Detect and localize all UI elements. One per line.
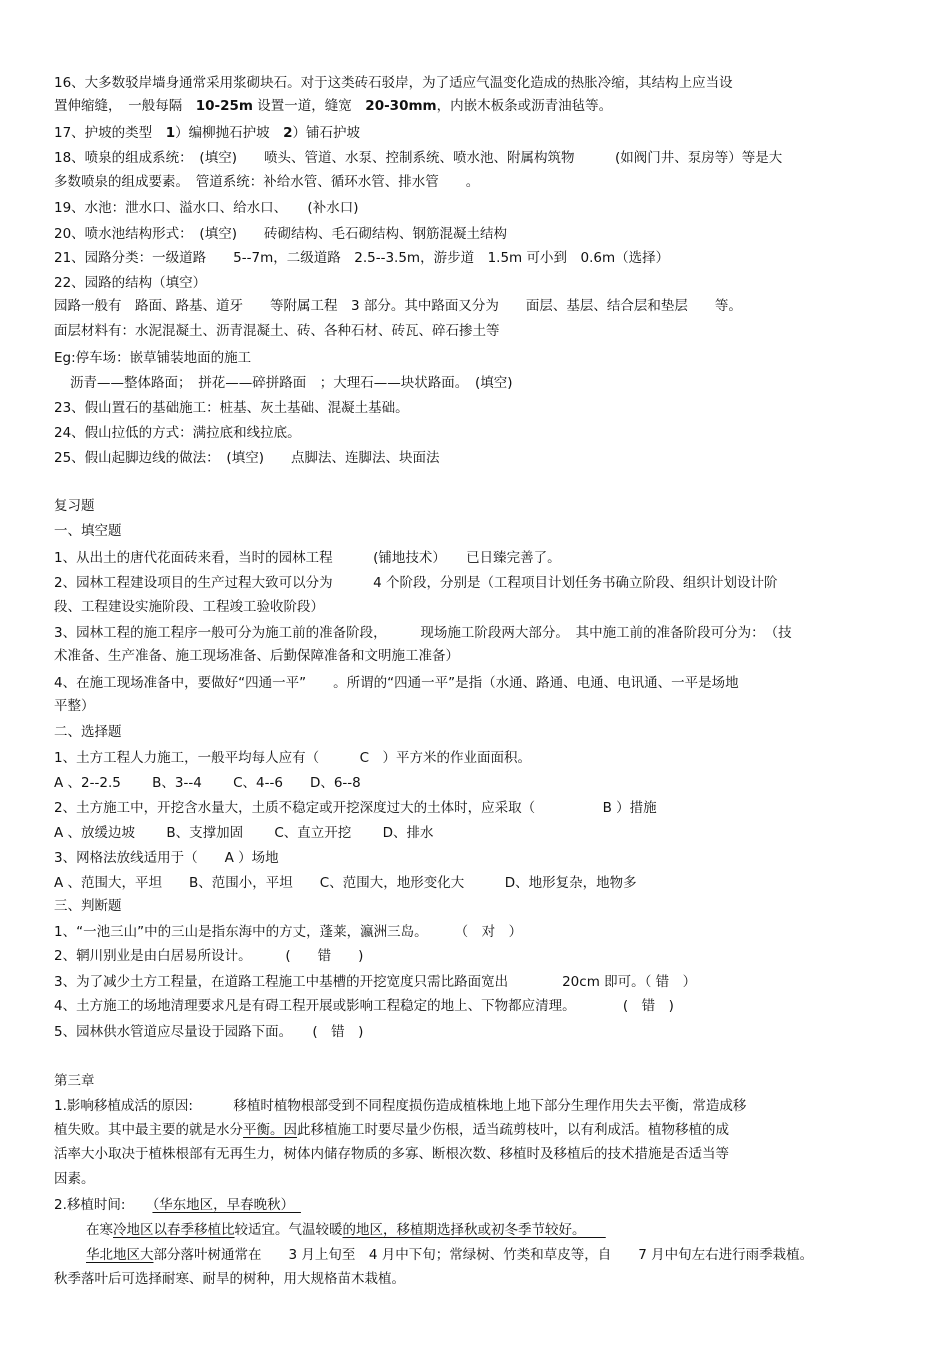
fill-3-line1: 3、园林工程的施工程序一般可分为施工前的准备阶段， 现场施工阶段两大部分。 其中施工前的准备阶段可分为： （技	[54, 625, 792, 641]
underlined-text: 冷地区以春季移植比	[113, 1222, 235, 1238]
ch3-cold-region	[86, 1221, 606, 1239]
chapter-3-heading: 第三章	[54, 1073, 95, 1089]
judge-3: 3、为了减少土方工程量，在道路工程施工中基槽的开挖宽度只需比路面宽出 20cm 即可。（ 错 ）	[54, 974, 697, 990]
judge-2: 2、辋川别业是由白居易所设计。 ( 错 )	[54, 948, 364, 964]
ch3-para1-line3: 活率大小取决于植株根部有无再生力，树体内储存物质的多寡、断根次数、移植时及移植后的技术措施是否适当等	[54, 1146, 729, 1162]
bold-text: 2	[283, 125, 293, 141]
underlined-text: （华东地区，早春晚秋）	[152, 1197, 301, 1213]
fill-4-line2: 平整）	[54, 698, 95, 714]
judge-heading: 三、判断题	[54, 898, 122, 914]
choice-2: 2、土方施工中，开挖含水量大，土质不稳定或开挖深度过大的土体时，应采取（ B ）措施	[54, 800, 657, 816]
underlined-text: 的地区，移植期选择秋或初冬季节较好。	[342, 1222, 606, 1238]
item-17	[54, 124, 360, 142]
choice-heading: 二、选择题	[54, 724, 122, 740]
example-pavements: 沥青——整体路面； 拼花——碎拼路面 ；大理石——块状路面。 (填空)	[70, 375, 513, 391]
review-heading: 复习题	[54, 498, 95, 514]
fill-in-heading: 一、填空题	[54, 523, 122, 539]
item-23: 23、假山置石的基础施工：桩基、灰土基础、混凝土基础。	[54, 400, 409, 416]
ch3-transplant-time	[54, 1196, 301, 1214]
ch3-para1-line1: 1.影响移植成活的原因: 移植时植物根部受到不同程度损伤造成植株地上地下部分生理作用失去平衡，常造成移	[54, 1098, 747, 1114]
item-22-structure: 园路一般有 路面、路基、道牙 等附属工程 3 部分。其中路面又分为 面层、基层、结合层和垫层 等。	[54, 298, 742, 314]
fill-2-line2: 段、工程建设实施阶段、工程竣工验收阶段）	[54, 599, 324, 615]
judge-5: 5、园林供水管道应尽量设于园路下面。 ( 错 )	[54, 1024, 364, 1040]
ch3-north-china	[86, 1246, 813, 1264]
underlined-text: 平衡。因	[243, 1122, 297, 1138]
ch3-autumn: 秋季落叶后可选择耐寒、耐旱的树种，用大规格苗木栽植。	[54, 1271, 405, 1287]
example-parking: Eg:停车场：嵌草铺装地面的施工	[54, 350, 252, 366]
judge-4: 4、土方施工的场地清理要求凡是有碍工程开展或影响工程稳定的地上、下物都应清理。 ( 错 )	[54, 998, 674, 1014]
underlined-text: 华北地区大	[86, 1247, 154, 1263]
fill-1: 1、从出土的唐代花面砖来看，当时的园林工程 (铺地技术） 已日臻完善了。	[54, 550, 561, 566]
item-16-line1: 16、大多数驳岸墙身通常采用浆砌块石。对于这类砖石驳岸，为了适应气温变化造成的热胀冷缩，其结构上应当设	[54, 75, 733, 91]
choice-1-options: A 、2--2.5 B、3--4 C、4--6 D、6--8	[54, 775, 361, 791]
choice-3: 3、网格法放线适用于（ A ）场地	[54, 850, 279, 866]
item-22-materials: 面层材料有：水泥混凝土、沥青混凝土、砖、各种石材、砖瓦、碎石掺土等	[54, 323, 500, 339]
judge-1: 1、“一池三山”中的三山是指东海中的方丈，蓬莱，瀛洲三岛。 （ 对 ）	[54, 924, 523, 940]
text: 在寒	[86, 1222, 113, 1238]
ch3-para1-line2	[54, 1121, 729, 1139]
text: ，内嵌木板条或沥青油毡等。	[436, 98, 613, 114]
item-16-line2	[54, 97, 612, 115]
bold-text: 20-30mm	[365, 98, 437, 114]
text: 设置一道，缝宽	[253, 98, 366, 114]
fill-3-line2: 术准备、生产准备、施工现场准备、后勤保障准备和文明施工准备）	[54, 648, 459, 664]
fill-4-line1: 4、在施工现场准备中，要做好“四通一平” 。所谓的“四通一平”是指（水通、路通、电通、电讯通、一平是场地	[54, 675, 739, 691]
item-18-line1: 18、喷泉的组成系统： (填空) 喷头、管道、水泵、控制系统、喷水池、附属构筑物 (如阀门井、泵房等）等是大	[54, 150, 783, 166]
choice-3-options: A 、范围大，平坦 B、范围小，平坦 C、范围大，地形变化大 D、地形复杂，地物多	[54, 875, 637, 891]
text: 部分落叶树通常在 3 月上旬至 4 月中下旬；常绿树、竹类和草皮等，自 7 月中旬左右进行雨季栽植。	[153, 1247, 814, 1263]
choice-1: 1、土方工程人力施工，一般平均每人应有（ C ）平方米的作业面面积。	[54, 750, 532, 766]
item-22: 22、园路的结构（填空）	[54, 275, 207, 291]
fill-2-line1: 2、园林工程建设项目的生产过程大致可以分为 4 个阶段，分别是（工程项目计划任务书确立阶段、组织计划设计阶	[54, 575, 778, 591]
ch3-para1-line4: 因素。	[54, 1171, 95, 1187]
item-18-line2: 多数喷泉的组成要素。 管道系统：补给水管、循环水管、排水管 。	[54, 174, 480, 190]
choice-2-options: A 、放缓边坡 B、支撑加固 C、直立开挖 D、排水	[54, 825, 434, 841]
bold-text: 1	[165, 125, 176, 141]
bold-text: 10-25m	[195, 98, 253, 114]
text: 此移植施工时要尽量少伤根，适当疏剪枝叶，以有利成活。植物移植的成	[297, 1122, 729, 1138]
text: 植失败。其中最主要的就是水分	[54, 1122, 243, 1138]
text: 较适宜。气温较暖	[234, 1222, 343, 1238]
item-21: 21、园路分类：一级道路 5--7m，二级道路 2.5--3.5m，游步道 1.5m 可小到 0.6m（选择）	[54, 250, 670, 266]
text: 置伸缩缝， 一般每隔	[54, 98, 196, 114]
item-20: 20、喷水池结构形式： (填空) 砖砌结构、毛石砌结构、钢筋混凝土结构	[54, 226, 507, 242]
text: ）铺石护坡	[292, 125, 360, 141]
item-24: 24、假山拉低的方式：满拉底和线拉底。	[54, 425, 301, 441]
text: 2.移植时间:	[54, 1197, 153, 1213]
item-19: 19、水池：泄水口、溢水口、给水口、 (补水口)	[54, 200, 359, 216]
text: ）编柳抛石护坡	[175, 125, 284, 141]
item-25: 25、假山起脚边线的做法： (填空) 点脚法、连脚法、块面法	[54, 450, 440, 466]
text: 17、护坡的类型	[54, 125, 166, 141]
